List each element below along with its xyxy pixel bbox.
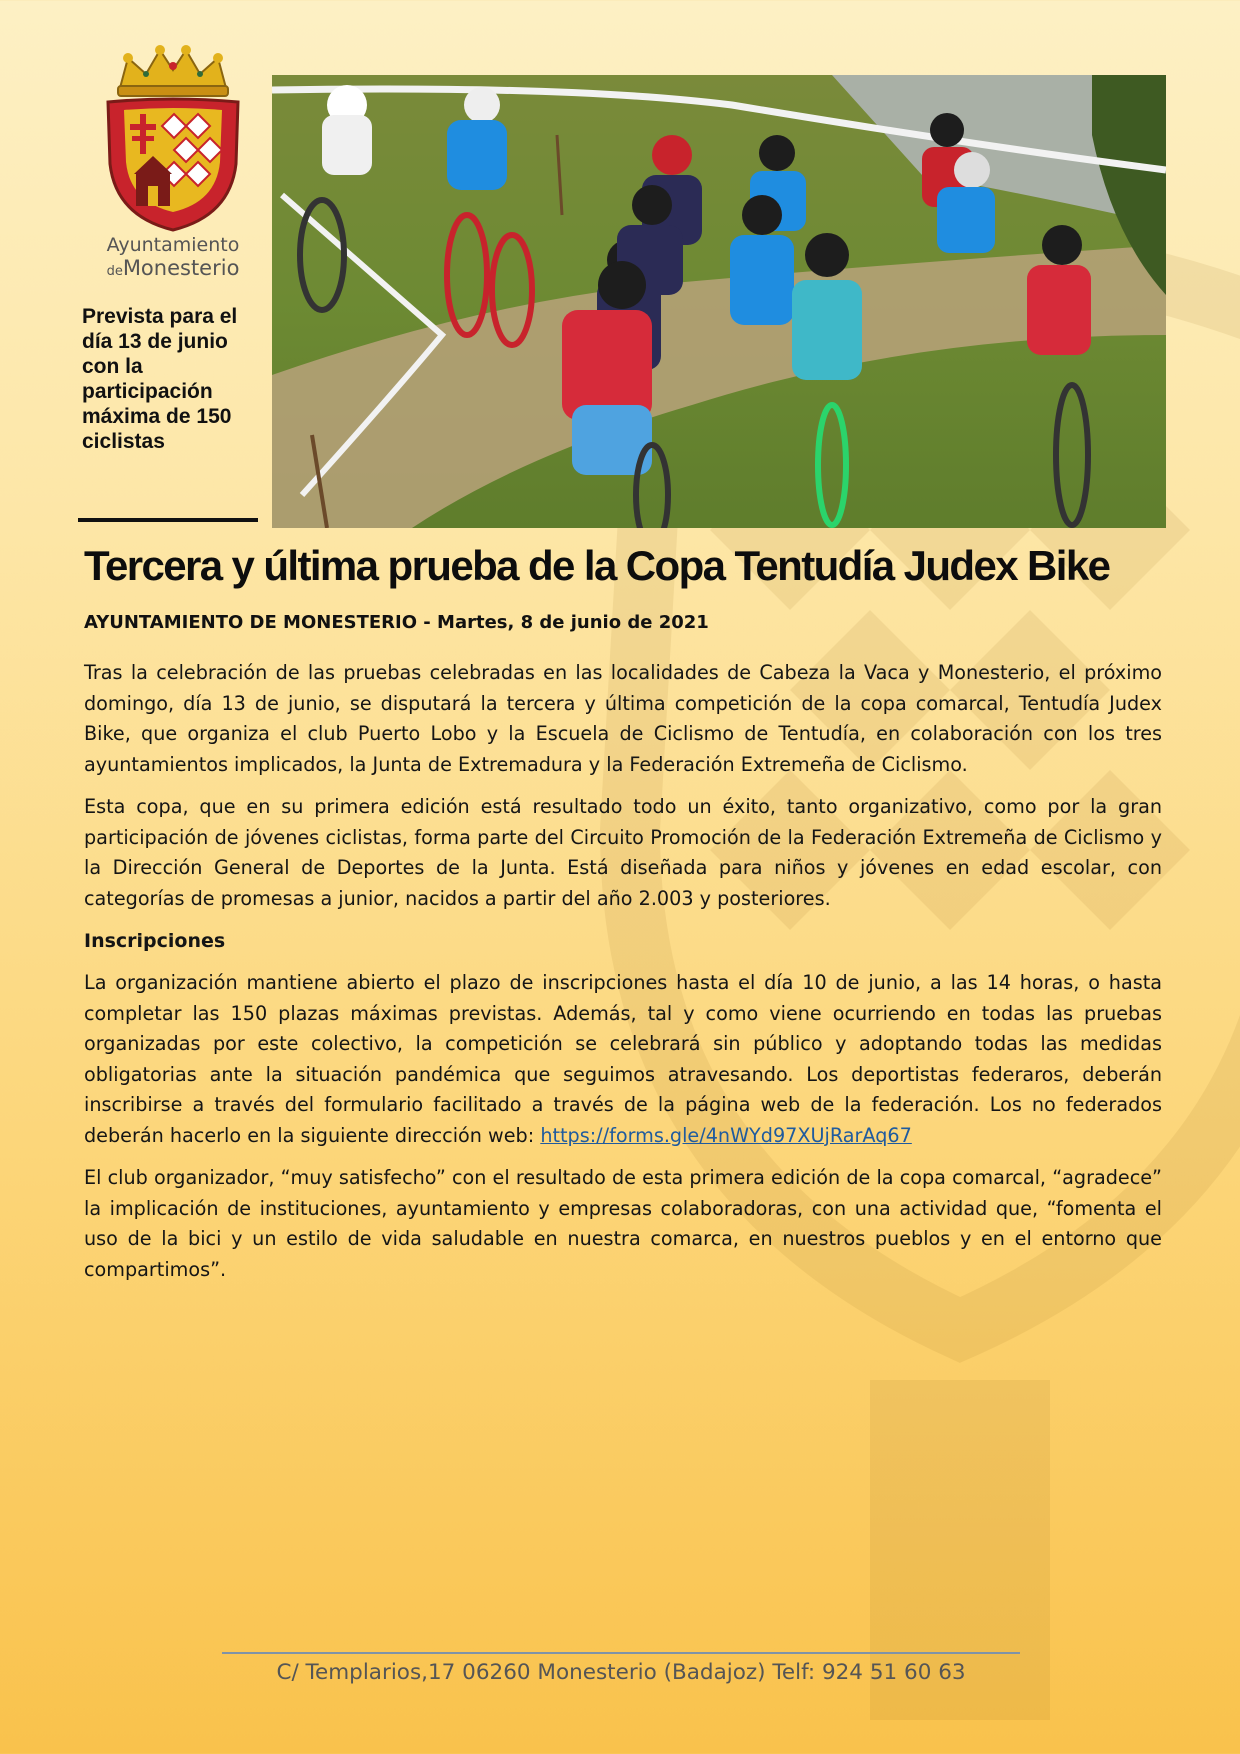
- crown-icon: [118, 45, 228, 96]
- side-divider: [78, 518, 258, 522]
- paragraph-4: El club organizador, “muy satisfecho” con el resultado de esta primera edición de la copa comarcal, “agradece” la implicación de instituciones, ayuntamiento y empresas colaboradoras, con una actividad que, “fomenta el uso de la bici y un estilo de vida saludable en nuestra comarca, en nuestros pueblos y en el entorno que compartimos”.: [84, 1166, 1162, 1281]
- logo-text-prefix: de: [106, 264, 123, 279]
- subheading-inscripciones: Inscripciones: [84, 930, 226, 952]
- logo-text-name: Monesterio: [122, 256, 240, 280]
- logo-text-line1: Ayuntamiento: [106, 234, 240, 256]
- paragraph-3: [84, 968, 1162, 1151]
- municipality-logo: [98, 44, 248, 284]
- article-headline: Tercera y última prueba de la Copa Tentudía Judex Bike: [84, 542, 1110, 589]
- side-highlight-text: Prevista para el día 13 de junio con la participación máxima de 150 ciclistas: [82, 305, 238, 453]
- cyclists-photo: [272, 75, 1166, 528]
- logo-text-line2: [98, 256, 248, 280]
- registration-link[interactable]: https://forms.gle/4nWYd97XUjRarAq67: [540, 1123, 912, 1147]
- paragraph-1: Tras la celebración de las pruebas celebradas en las localidades de Cabeza la Vaca y Monesterio, el próximo domingo, día 13 de junio, se disputará la tercera y última competición de la copa comarcal, Tentudía Judex Bike, que organiza el club Puerto Lobo y la Escuela de Ciclismo de Tentudía, en colaboración con los tres ayuntamientos implicados, la Junta de Extremadura y la Federación Extremeña de Ciclismo.: [84, 661, 1162, 776]
- footer-divider: [222, 1652, 1020, 1654]
- footer-address: C/ Templarios,17 06260 Monesterio (Badajoz) Telf: 924 51 60 63: [276, 1660, 966, 1685]
- coat-of-arms-icon: [98, 44, 248, 234]
- paragraph-3-text: La organización mantiene abierto el plazo de inscripciones hasta el día 10 de junio, a las 14 horas, o hasta completar las 150 plazas máximas previstas. Además, tal y como viene ocurriendo en todas las pruebas organizadas por este colectivo, la competición se celebrará sin público y adoptando todas las medidas obligatorias ante la situación pandémica que seguimos atravesando. Los deportistas federaros, deberán inscribirse a través del formulario facilitado a través de la página web de la federación. Los no federados deberán hacerlo en la siguiente dirección web:: [84, 971, 1162, 1147]
- article-byline: AYUNTAMIENTO DE MONESTERIO - Martes, 8 de junio de 2021: [84, 612, 709, 633]
- paragraph-2: Esta copa, que en su primera edición está resultado todo un éxito, tanto organizativo, como por la gran participación de jóvenes ciclistas, forma parte del Circuito Promoción de la Federación Extremeña de Ciclismo y la Dirección General de Deportes de la Junta. Está diseñada para niños y jóvenes en edad escolar, con categorías de promesas a junior, nacidos a partir del año 2.003 y posteriores.: [84, 795, 1162, 910]
- article-body: [84, 658, 1162, 1297]
